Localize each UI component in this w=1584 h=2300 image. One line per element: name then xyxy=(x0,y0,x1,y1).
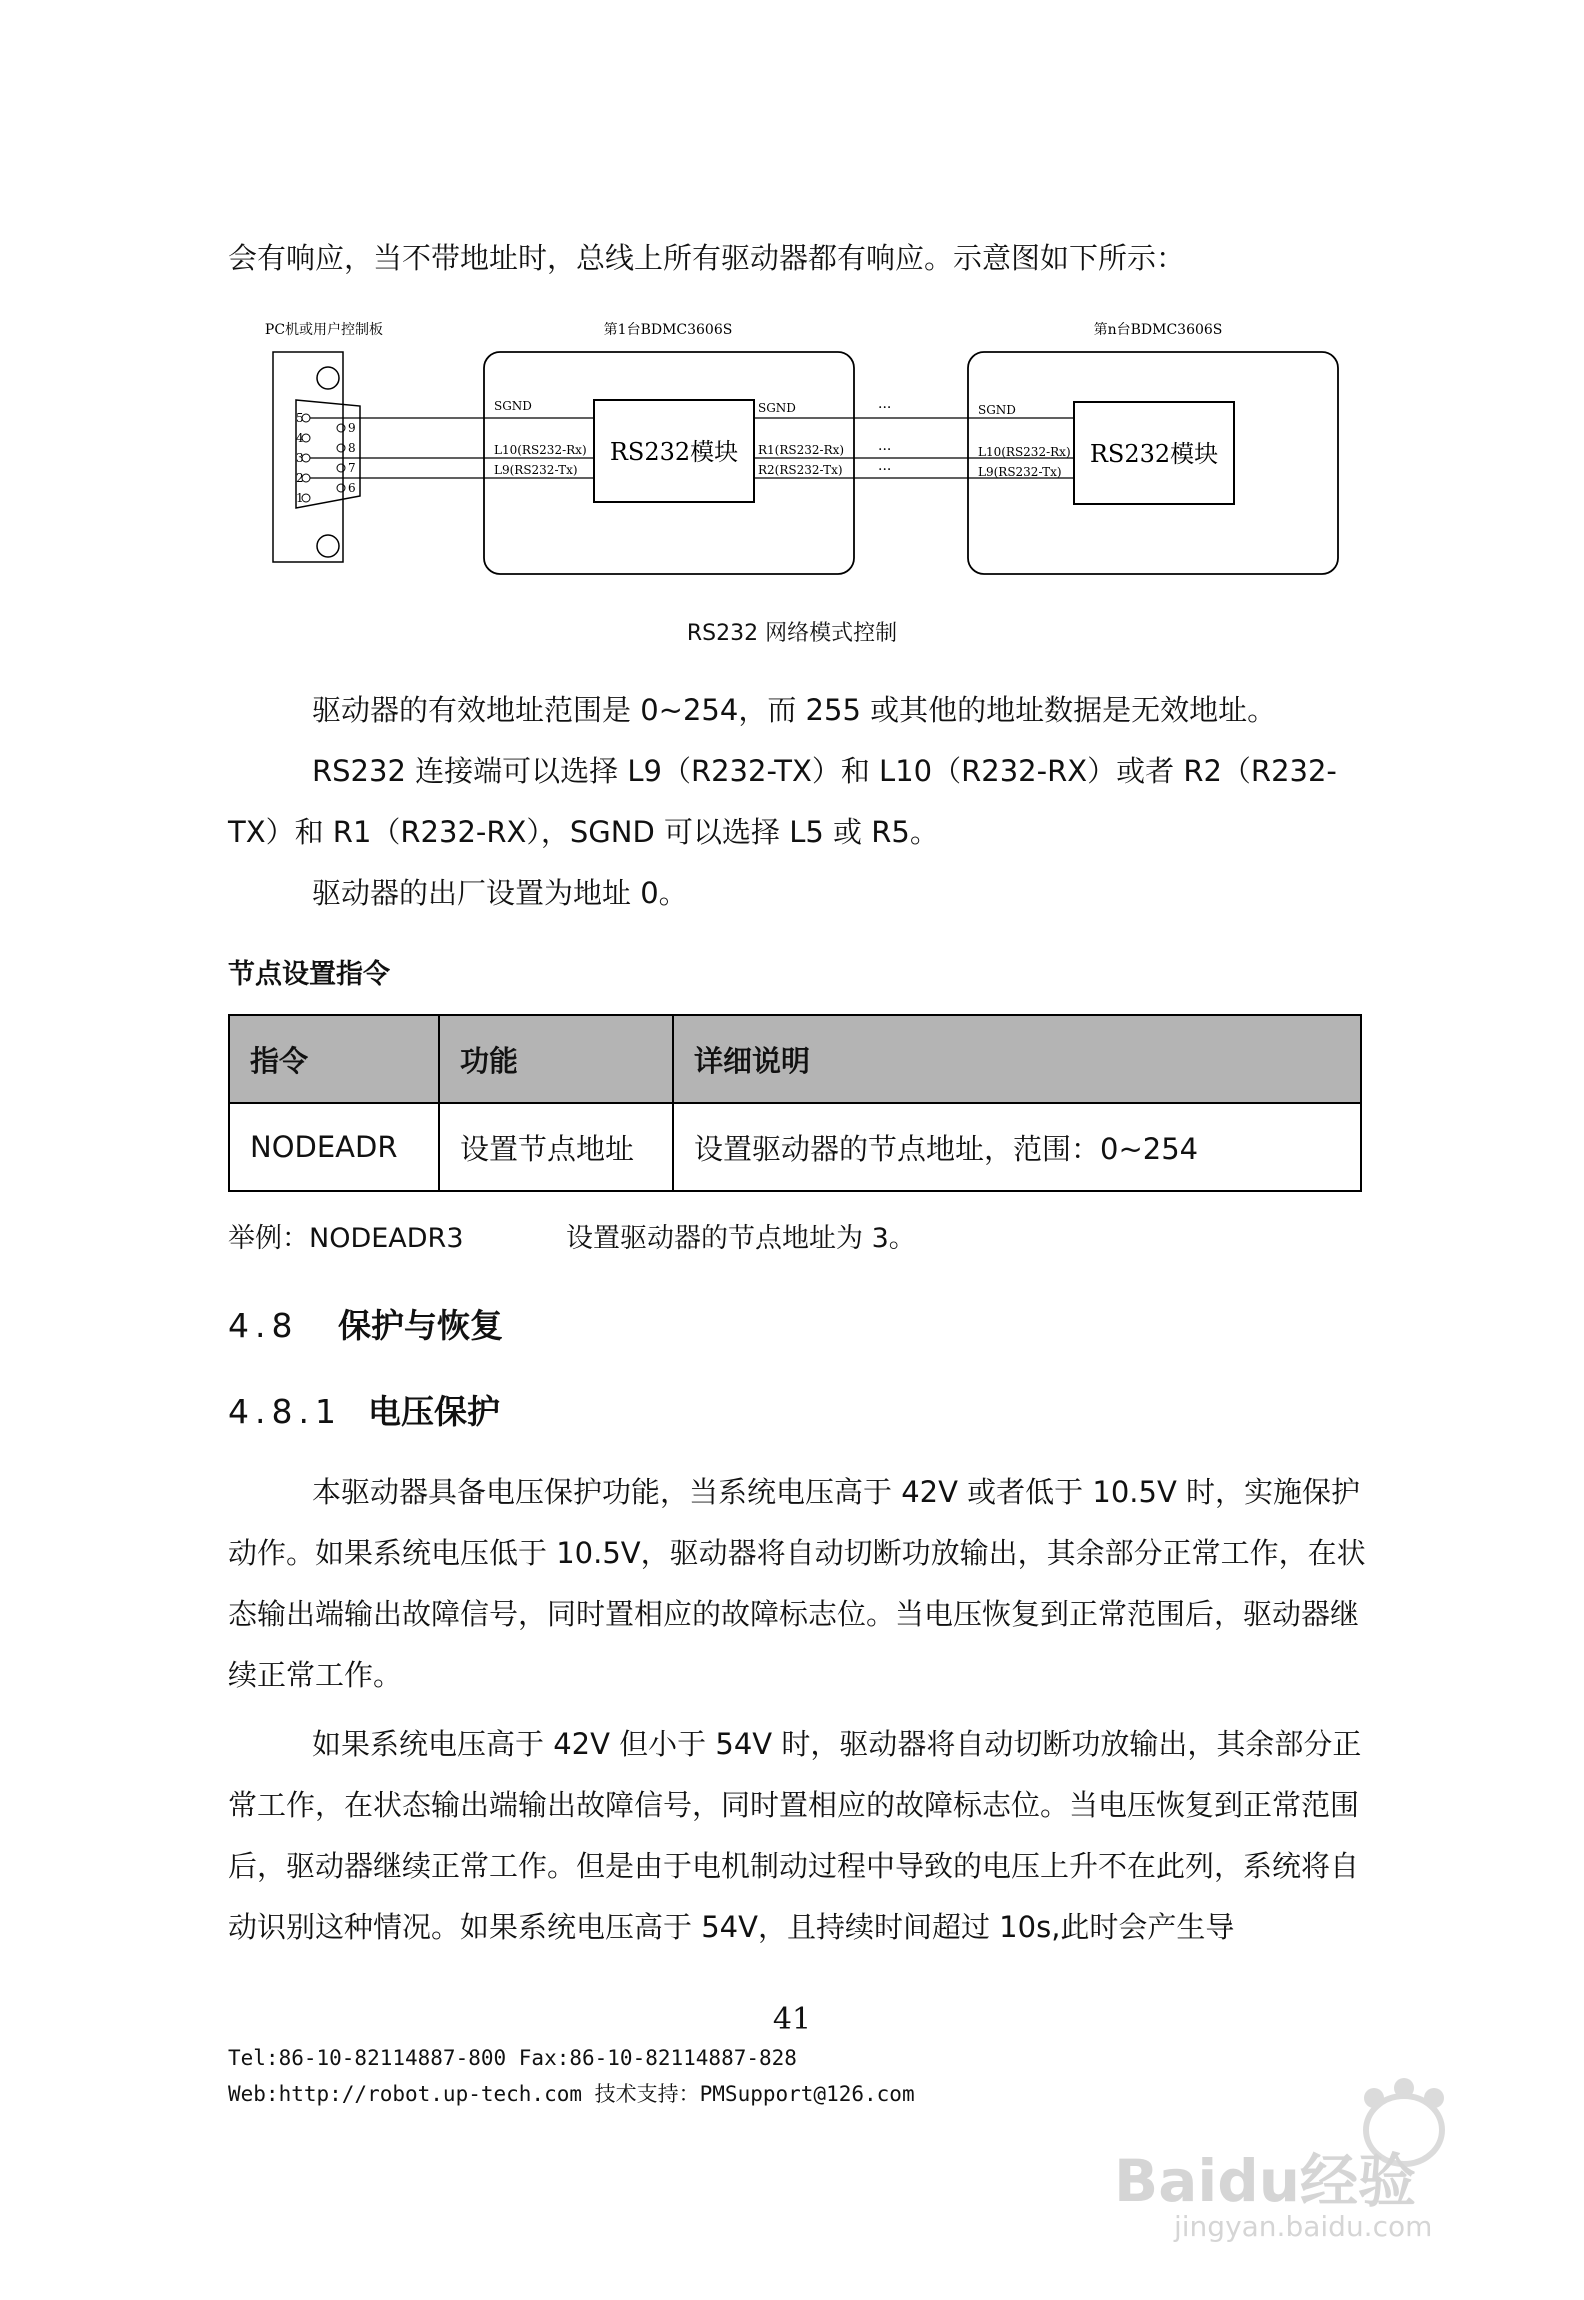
device1-sgnd-right: SGND xyxy=(758,401,796,415)
devicen-sgnd: SGND xyxy=(978,403,1016,417)
device1-r2: R2(RS232-Tx) xyxy=(758,463,843,477)
table-title: 节点设置指令 xyxy=(228,959,390,990)
devicen-l9: L9(RS232-Tx) xyxy=(978,465,1062,479)
devicen-title: 第n台BDMC3606S xyxy=(1093,322,1223,338)
pin-5: 5 xyxy=(296,411,304,425)
pin-1: 1 xyxy=(296,491,304,505)
footer-web: Web:http://robot.up-tech.com 技术支持：PMSupport@126.com xyxy=(228,2082,915,2106)
device1-title: 第1台BDMC3606S xyxy=(603,322,733,338)
cell-function: 设置节点地址 xyxy=(439,1103,673,1191)
pc-label: PC机或用户控制板 xyxy=(264,322,384,338)
section-4-8-1-title: 电压保护 xyxy=(368,1392,500,1431)
header-description: 详细说明 xyxy=(673,1015,1361,1103)
table-row xyxy=(229,1103,1361,1191)
footer-contact: Tel:86-10-82114887-800 Fax:86-10-82114887-828 xyxy=(228,2046,797,2070)
cell-description: 设置驱动器的节点地址，范围：0~254 xyxy=(673,1103,1361,1191)
device1-module-label: RS232模块 xyxy=(609,438,739,466)
address-range-paragraph: 驱动器的有效地址范围是 0~254，而 255 或其他的地址数据是无效地址。 xyxy=(312,693,1277,727)
rs232-network-diagram xyxy=(228,310,1368,590)
watermark-url: jingyan.baidu.com xyxy=(1174,2210,1433,2243)
factory-setting-paragraph: 驱动器的出厂设置为地址 0。 xyxy=(312,876,688,910)
db9-connector xyxy=(273,352,360,562)
rs232-connection-paragraph: RS232 连接端可以选择 L9（R232-TX）和 L10（R232-RX）或者 R2（R232-TX）和 R1（R232-RX），SGND 可以选择 L5 或 R5。 xyxy=(228,754,1337,849)
devicen-l10: L10(RS232-Rx) xyxy=(978,445,1071,459)
device1-l9: L9(RS232-Tx) xyxy=(494,463,578,477)
example-description: 设置驱动器的节点地址为 3。 xyxy=(566,1223,916,1254)
dots-1: ··· xyxy=(878,400,892,416)
header-command: 指令 xyxy=(229,1015,439,1103)
voltage-protection-paragraph-1: 本驱动器具备电压保护功能，当系统电压高于 42V 或者低于 10.5V 时，实施保护动作。如果系统电压低于 10.5V，驱动器将自动切断功放输出，其余部分正常工作，在状态输出端输出故障信号，同时置相应的故障标志位。当电压恢复到正常范围后，驱动器继续正常工作。 xyxy=(228,1475,1366,1692)
section-4-8-1-number: 4.8.1 xyxy=(228,1392,342,1431)
example-label: 举例：NODEADR3 xyxy=(228,1223,464,1254)
dots-3: ··· xyxy=(878,462,892,478)
page-number: 41 xyxy=(772,2002,812,2037)
dots-2: ··· xyxy=(878,442,892,458)
section-4-8-title: 保护与恢复 xyxy=(338,1306,503,1345)
node-command-table xyxy=(228,1014,1362,1192)
pin-7: 7 xyxy=(348,461,356,475)
section-4-8-number: 4.8 xyxy=(228,1306,299,1345)
intro-text: 会有响应，当不带地址时，总线上所有驱动器都有响应。示意图如下所示： xyxy=(228,241,1186,275)
table-header-row xyxy=(229,1015,1361,1103)
pin-3: 3 xyxy=(296,451,304,465)
voltage-protection-paragraph-2: 如果系统电压高于 42V 但小于 54V 时，驱动器将自动切断功放输出，其余部分正常工作，在状态输出端输出故障信号，同时置相应的故障标志位。当电压恢复到正常范围后，驱动器继续正常工作。但是由于电机制动过程中导致的电压上升不在此列，系统将自动识别这种情况。如果系统电压高于 54V，且持续时间超过 10s,此时会产生导 xyxy=(228,1727,1362,1944)
baidu-watermark xyxy=(1074,2070,1494,2270)
diagram-caption: RS232 网络模式控制 xyxy=(686,621,898,646)
cell-command: NODEADR xyxy=(229,1103,439,1191)
pin-4: 4 xyxy=(296,431,304,445)
device1-r1: R1(RS232-Rx) xyxy=(758,443,845,457)
pin-9: 9 xyxy=(348,421,356,435)
pin-8: 8 xyxy=(348,441,356,455)
devicen-module-label: RS232模块 xyxy=(1089,440,1219,468)
section-4-8-heading xyxy=(228,1300,503,1347)
watermark-text: Baidu经验 xyxy=(1114,2147,1417,2215)
section-4-8-1-heading xyxy=(228,1386,500,1433)
device1-l10: L10(RS232-Rx) xyxy=(494,443,587,457)
device1-sgnd-left: SGND xyxy=(494,399,532,413)
pin-6: 6 xyxy=(348,481,356,495)
pin-2: 2 xyxy=(296,471,304,485)
header-function: 功能 xyxy=(439,1015,673,1103)
